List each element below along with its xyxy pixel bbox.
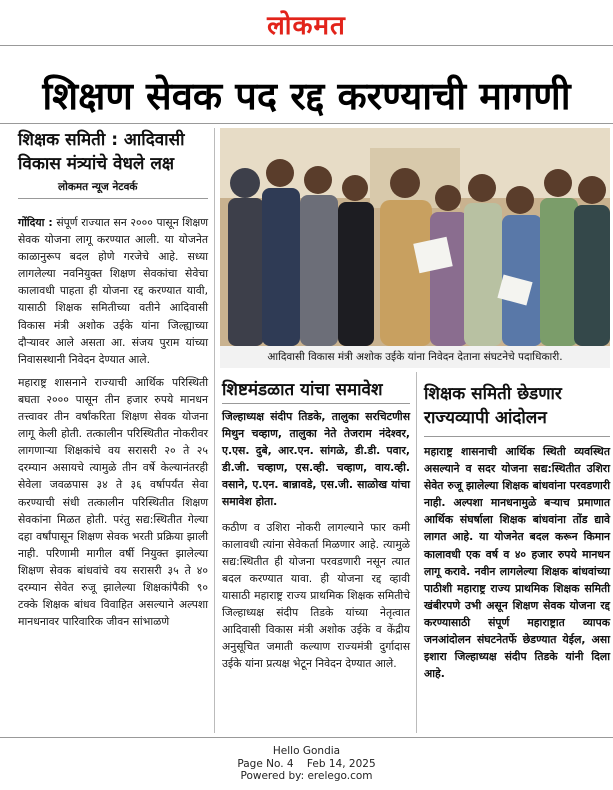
event-photo — [220, 128, 610, 346]
section2-title-rule — [222, 403, 410, 404]
dateline: गोंदिया : — [18, 216, 53, 229]
column-divider-2 — [416, 372, 417, 733]
story-byline: लोकमत न्यूज नेटवर्क — [58, 181, 138, 193]
section2-body: कठीण व उशिरा नोकरी लागल्याने फार कमी कालावधी त्यांना सेवेकर्ता मिळणार आहे. त्यामुळे सद्य:स्थितीत ही योजना परवडणारी नसून त्यात बदल करण्यात यावा. ही योजना रद्द व्हावी यासाठी महाराष्ट्र राज्य प्राथमिक शिक्षक समितीचे जिल्हाध्यक्ष संदीप तिडके यांच्या नेतृत्वात आदिवासी विकास मंत्री अशोक उईके व केंद्रीय अनुसूचित जमाती कल्याण राज्यमंत्री दुर्गादास उईके यांना प्रत्यक्ष भेटून निवेदन देण्यात आले. — [222, 520, 410, 671]
section3-title: शिक्षक समिती छेडणार राज्यव्यापी आंदोलन — [424, 384, 562, 428]
story-paragraph-1: संपूर्ण राज्यात सन २००० पासून शिक्षण सेवक योजना लागू करण्यात आली. या योजनेत काळानुरूप बदल होणे गरजेचे आहे. सध्या लागलेल्या नवनियुक्त शिक्षण सेवकांचा सेवेचा कालावधी पाहता ही योजना रद्द करण्यात यावी, यासाठी शिक्षक समितीच्या वतीने आदिवासी विकास मंत्री अशोक उईके यांना जिल्ह्याच्या दौऱ्यावर आले असता आ. संजय पुराम यांच्या निवासस्थानी निवेदन देण्यात आले. — [18, 216, 208, 366]
delegation-members: जिल्हाध्यक्ष संदीप तिडके, तालुका सरचिटणीस मिथुन चव्हाण, तालुका नेते तेजराम नंदेश्वर, ए.एस. दुबे, आर.एन. सांगळे, डी.डी. पवार, डी.जी. चव्हाण, एस.व्ही. चव्हाण, वाय.व्ही. वसाने, ए.एन. बान्नावडे, एस.जी. साळोख यांचा समावेश होता. — [222, 410, 410, 509]
section3-body: महाराष्ट्र शासनाची आर्थिक स्थिती व्यवस्थित असल्याने व सदर योजना सद्य:स्थितीत उशिरा सेवेत रुजू झालेल्या शिक्षक बांधवांना परवडणारी नाही. अल्पशा मानधनामुळे बऱ्याच प्रमाणात आर्थिक संघर्षाला शिक्षक बांधवांना तोंड द्यावे लागत आहे. या योजनेत बदल करून किमान कालावधी एक वर्ष व ४० हजार रुपये मानधन लागू करावे. नवीन लागलेल्या शिक्षक बांधवांच्या पाठीशी महाराष्ट्र राज्य प्राथमिक शिक्षक समिती खंबीरपणे उभी असून शिक्षण सेवक योजना रद्द करण्यासाठी संपूर्ण महाराष्ट्रात व्यापक जनआंदोलन संघटनेतर्फे छेडण्यात येईल, असा इशारा जिल्हाध्यक्ष संदीप तिडके यांनी दिला आहे. — [424, 445, 610, 681]
section2-title: शिष्टमंडळात यांचा समावेश — [222, 380, 383, 400]
story-paragraph-2: महाराष्ट्र शासनाने राज्याची आर्थिक परिस्थिती बघता २००० पासून तीन हजार रुपये मानधन तत्त्वावर तीन वर्षांकरिता शिक्षण सेवक योजना लागू केली होती. तत्कालीन परिस्थितीत नोकरीवर लागणाऱ्या शिक्षकांचे वय सरासरी २० ते २५ दरम्यान असायचे त्यामुळे तीन वर्षे केल्यानंतरही सेवेला जवळपास ३४ ते ३६ वर्षापर्यंत सेवा करण्याची संधी तत्कालीन परिस्थितीत शिक्षण सेवकांना मिळत होती. परंतु सद्य:स्थितीत गेल्या दहा वर्षांपासून शिक्षण सेवक भरती प्रक्रिया झाली नाही. परिणामी मागील वर्षी नियुक्त झालेल्या शिक्षण सेवक बांधवांचे वय सरासरी ३५ ते ४० दरम्यान सेवेत रुजू झालेल्या शिक्षकांपैकी ९० टक्के शिक्षक बांधव विवाहित असल्याने अल्पशा मानधनावर पारिवारिक जीवन सांभाळणे — [18, 375, 208, 629]
story-subhead: शिक्षक समिती : आदिवासी विकास मंत्र्यांचे वेधले लक्ष — [18, 130, 185, 174]
people-photo-illustration — [220, 128, 610, 346]
section3-column — [424, 443, 610, 682]
photo-caption: आदिवासी विकास मंत्री अशोक उईके यांना निवेदन देताना संघटनेचे पदाधिकारी. — [220, 346, 610, 368]
headline-rule — [0, 123, 613, 124]
story-column-1 — [18, 214, 208, 630]
headline: शिक्षण सेवक पद रद्द करण्याची मागणी — [42, 74, 571, 118]
newspaper-logo: लोकमत — [267, 11, 346, 41]
footer-page-date: Page No. 4 Feb 14, 2025 — [237, 757, 376, 770]
page-footer — [0, 745, 613, 783]
footer-powered-by: Powered by: erelego.com — [240, 770, 373, 782]
footer-edition: Hello Gondia — [272, 745, 341, 757]
column-divider-1 — [214, 128, 215, 733]
footer-rule — [0, 737, 613, 738]
section2-column — [222, 408, 410, 680]
masthead-rule — [0, 45, 613, 46]
masthead — [0, 0, 613, 45]
byline-rule — [18, 198, 208, 199]
section3-title-rule — [424, 436, 610, 437]
